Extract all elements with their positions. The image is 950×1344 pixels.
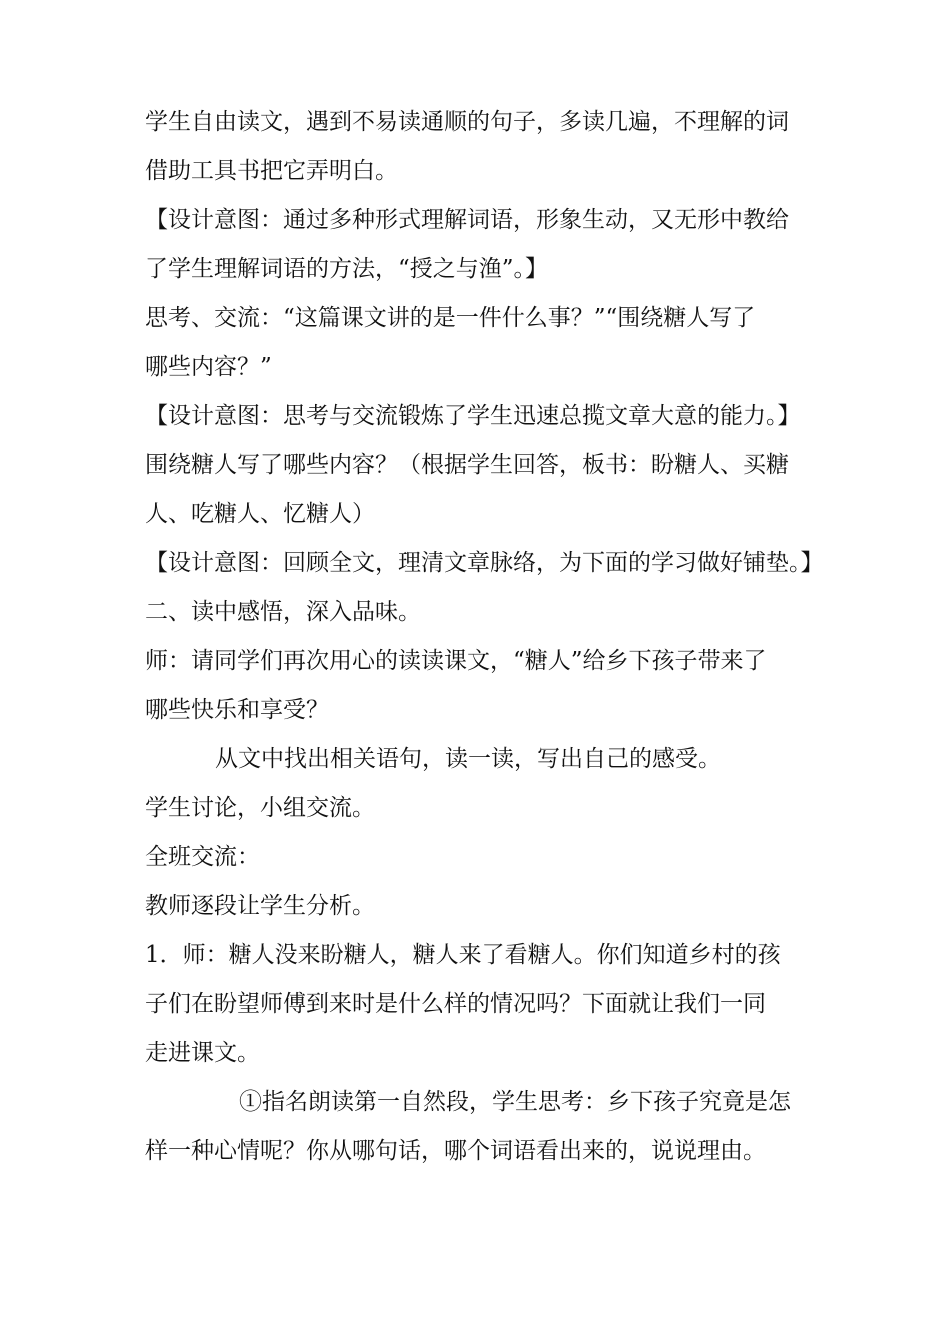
text-line: 师：请同学们再次用心的读读课文，“糖人”给乡下孩子带来了 [145, 648, 767, 674]
text-line: 学生自由读文，遇到不易读通顺的句子，多读几遍，不理解的词 [145, 109, 789, 135]
text-line: 二、读中感悟，深入品味。 [145, 599, 421, 625]
paragraph-teacher-prompt [145, 637, 817, 735]
paragraph-teacher-analysis [145, 882, 817, 931]
text-line: ①指名朗读第一自然段，学生思考：乡下孩子究竟是怎 [239, 1089, 791, 1115]
text-line: 借助工具书把它弄明白。 [145, 158, 398, 184]
paragraph-candy-content [145, 441, 817, 539]
paragraph-free-reading [145, 98, 817, 196]
text-line: 【设计意图：通过多种形式理解词语，形象生动，又无形中教给 [145, 207, 789, 233]
text-line: 思考、交流：“这篇课文讲的是一件什么事？”“围绕糖人写了 [145, 305, 756, 331]
paragraph-group-discussion [145, 784, 817, 833]
text-line: 围绕糖人写了哪些内容？（根据学生回答，板书：盼糖人、买糖 [145, 452, 789, 478]
paragraph-read-first-section [145, 1078, 817, 1176]
paragraph-design-intent-summary [145, 392, 817, 441]
text-line: 教师逐段让学生分析。 [145, 893, 375, 919]
paragraph-think-discuss [145, 294, 817, 392]
text-line: 了学生理解词语的方法，“授之与渔”。】 [145, 256, 549, 282]
text-line: 哪些快乐和享受？ [145, 697, 329, 723]
text-line: 1．师：糖人没来盼糖人，糖人来了看糖人。你们知道乡村的孩 [145, 942, 781, 968]
paragraph-find-sentences [145, 735, 817, 784]
text-line: 人、吃糖人、忆糖人） [145, 501, 375, 527]
text-line: 从文中找出相关语句，读一读，写出自己的感受。 [215, 746, 721, 772]
paragraph-item-1 [145, 931, 817, 1078]
text-line: 走进课文。 [145, 1040, 260, 1066]
text-line: 哪些内容？” [145, 354, 272, 380]
text-line: 子们在盼望师傅到来时是什么样的情况吗？下面就让我们一同 [145, 991, 766, 1017]
text-line: 样一种心情呢？你从哪句话，哪个词语看出来的，说说理由。 [145, 1138, 766, 1164]
paragraph-class-exchange [145, 833, 817, 882]
paragraph-design-intent-review [145, 539, 824, 588]
text-line: 学生讨论，小组交流。 [145, 795, 375, 821]
paragraph-design-intent-vocabulary [145, 196, 817, 294]
text-line: 【设计意图：思考与交流锻炼了学生迅速总揽文章大意的能力。】 [145, 403, 801, 429]
document-body [145, 98, 824, 1176]
section-heading-reading [145, 588, 817, 637]
text-line: 【设计意图：回顾全文，理清文章脉络，为下面的学习做好铺垫。】 [145, 550, 824, 576]
text-line: 全班交流： [145, 844, 260, 870]
